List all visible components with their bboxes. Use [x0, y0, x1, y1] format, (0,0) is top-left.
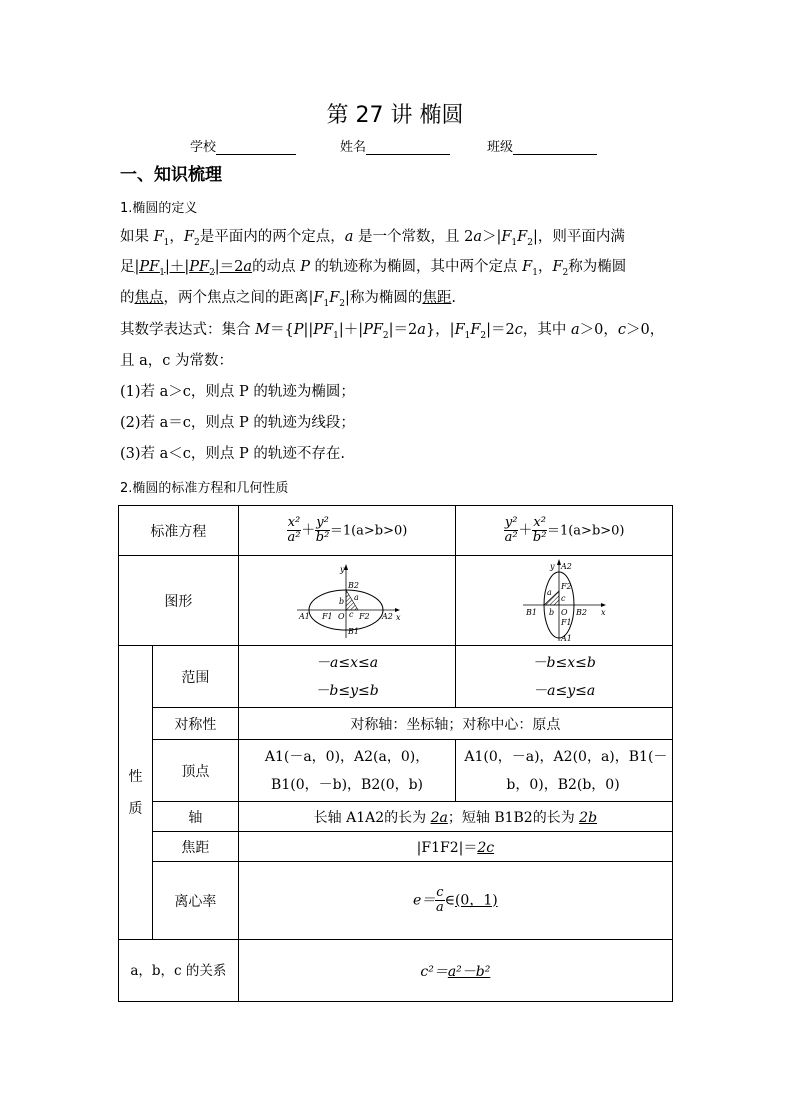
svg-text:x: x [601, 607, 606, 617]
property-label: 性 质 [119, 646, 153, 940]
vertical-ellipse-graph [519, 559, 609, 643]
svg-text:A2: A2 [561, 561, 573, 571]
graph-horizontal-cell [238, 556, 456, 646]
class-blank[interactable] [513, 142, 597, 155]
relation-label: a，b，c 的关系 [119, 940, 239, 1002]
definition-line-1: 如果 $F_1$，$F_2$是平面内的两个定点，a 是一个常数，且 $2a>|F_1F_2|$，则平面内满 [120, 229, 625, 248]
axis-value: 长轴 A1A2的长为 2a；短轴 B1B2的长为 2b [238, 802, 672, 832]
svg-text:F1: F1 [561, 617, 572, 627]
range-vertical: －b≤x≤b －a≤y≤a [456, 646, 673, 708]
svg-text:a: a [354, 592, 359, 602]
case-1: (1)若 a＞c，则点 P 的轨迹为椭圆； [120, 384, 355, 400]
svg-text:F2: F2 [561, 581, 572, 591]
name-blank[interactable] [366, 142, 450, 155]
svg-text:A1: A1 [299, 611, 310, 621]
svg-text:c: c [561, 593, 566, 603]
svg-text:A1: A1 [561, 633, 573, 643]
svg-text:B2: B2 [576, 607, 588, 617]
svg-text:F2: F2 [359, 611, 370, 621]
page-title: 第 27 讲 椭圆 [326, 103, 464, 128]
std-eq-horizontal: $\frac{\text{x²}}{\text{a²}}$ ＋ $\frac{\text{y²}}{\text{b²}}$ ＝1(a>b>0) [238, 506, 456, 556]
case-2: (2)若 a＝c，则点 P 的轨迹为线段； [120, 415, 355, 431]
svg-text:F1: F1 [322, 611, 333, 621]
table-row-eccentricity [119, 862, 673, 940]
constants-line: 且 a，c 为常数： [120, 353, 233, 369]
table-row-symmetry [119, 708, 673, 740]
focal-value: |F1F2|＝2c [238, 832, 672, 862]
definition-line-2: 足$|PF_1|+|PF_2|=2a$的动点 P 的轨迹称为椭圆，其中两个定点 $F_1$，$F_2$称为椭圆 [120, 259, 627, 278]
table-row-standard-equation [119, 506, 673, 556]
vertex-vertical: A1(0，－a)，A2(0，a)，B1(－ b，0)，B2(b，0) [456, 740, 673, 802]
svg-text:B1: B1 [348, 626, 359, 636]
graph1-y-label: y [340, 564, 345, 574]
math-expression-line: 其数学表达式：集合 $M=\{P||PF_1|+|PF_2|=2a\}$，$|F_1F_2|=2c$，其中 a＞0，c＞0， [120, 322, 665, 341]
vertex-label: 顶点 [152, 740, 238, 802]
svg-text:c: c [349, 609, 354, 619]
relation-value: c²＝a²－b² [238, 940, 672, 1002]
subsection-definition: 1.椭圆的定义 [120, 201, 198, 216]
eccentricity-value: e＝ $\frac{c}{a}$ ∈(0，1) [238, 862, 672, 940]
subsection-standard-equation: 2.椭圆的标准方程和几何性质 [120, 481, 289, 496]
case-3: (3)若 a＜c，则点 P 的轨迹不存在. [120, 446, 345, 462]
table-row-focal [119, 832, 673, 862]
school-field [190, 136, 296, 155]
eccentricity-label: 离心率 [152, 862, 238, 940]
name-field [340, 136, 450, 155]
svg-text:B1: B1 [526, 607, 538, 617]
table-row-vertex [119, 740, 673, 802]
axis-label: 轴 [152, 802, 238, 832]
table-row-range [119, 646, 673, 708]
std-eq-vertical: $\frac{\text{y²}}{\text{a²}}$ ＋ $\frac{\text{x²}}{\text{b²}}$ ＝1(a>b>0) [456, 506, 673, 556]
class-field [487, 136, 597, 155]
svg-text:A2: A2 [382, 611, 393, 621]
focus-term: 焦点 [134, 290, 164, 306]
focal-label: 焦距 [152, 832, 238, 862]
definition-line-3: 的焦点，两个焦点之间的距离$|F_1F_2|$称为椭圆的焦距. [120, 290, 456, 309]
school-blank[interactable] [216, 142, 296, 155]
section-heading: 一、知识梳理 [120, 165, 222, 185]
graph1-x-label: x [396, 612, 401, 622]
table-row-relation [119, 940, 673, 1002]
vertex-horizontal: A1(－a，0)，A2(a，0)， B1(0，－b)，B2(0，b) [238, 740, 456, 802]
table-row-axis [119, 802, 673, 832]
graph-vertical-cell [456, 556, 673, 646]
focal-distance-term: 焦距 [422, 290, 452, 306]
svg-text:b: b [339, 596, 345, 606]
ellipse-property-table [118, 505, 673, 1002]
svg-text:b: b [549, 607, 555, 617]
graph-label: 图形 [119, 556, 239, 646]
symmetry-value: 对称轴：坐标轴；对称中心：原点 [238, 708, 672, 740]
svg-text:O: O [561, 607, 568, 617]
class-label: 班级 [487, 140, 514, 155]
range-horizontal: －a≤x≤a －b≤y≤b [238, 646, 456, 708]
range-label: 范围 [152, 646, 238, 708]
svg-text:a: a [547, 587, 552, 597]
symmetry-label: 对称性 [152, 708, 238, 740]
school-label: 学校 [190, 140, 217, 155]
svg-text:y: y [550, 561, 555, 571]
horizontal-ellipse-graph [292, 562, 402, 640]
name-label: 姓名 [340, 140, 367, 155]
svg-text:O: O [338, 611, 345, 621]
table-row-graph [119, 556, 673, 646]
svg-text:B2: B2 [348, 580, 359, 590]
std-eq-label: 标准方程 [119, 506, 239, 556]
